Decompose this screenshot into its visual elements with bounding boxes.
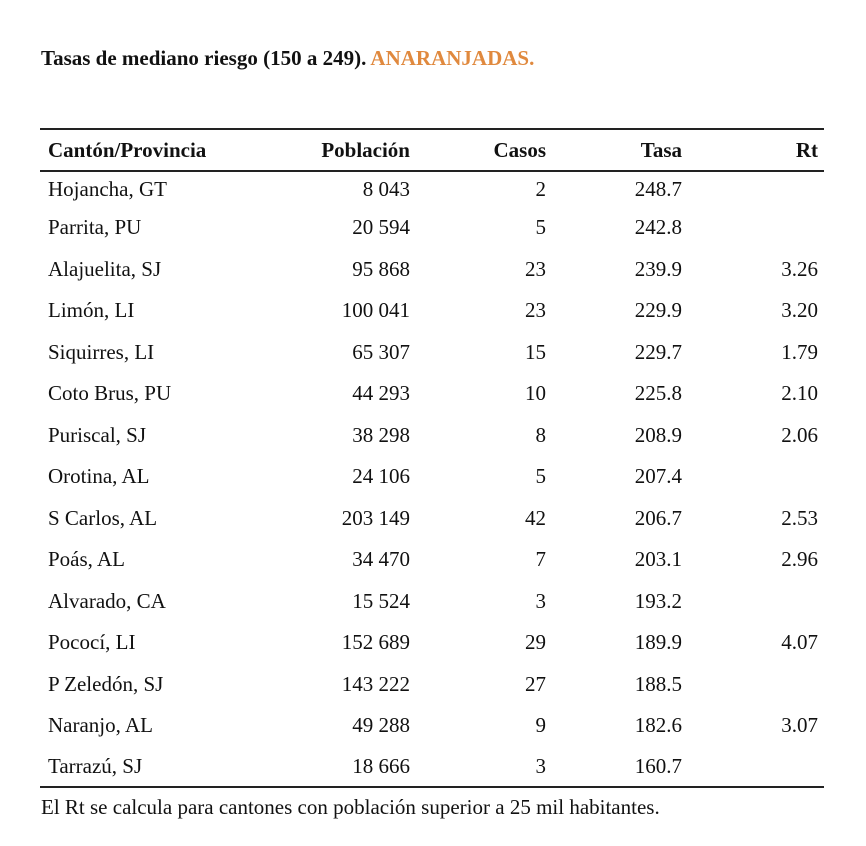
cell-casos: 5	[535, 464, 546, 489]
cell-canton: Alajuelita, SJ	[48, 256, 162, 281]
cell-casos: 15	[525, 339, 546, 364]
risk-table	[40, 128, 824, 788]
cell-canton: P Zeledón, SJ	[48, 671, 164, 696]
cell-poblacion: 8 043	[362, 177, 410, 201]
table-header-row	[40, 129, 824, 171]
cell-rt: 2.53	[781, 505, 818, 530]
table-row	[40, 290, 824, 332]
cell-poblacion: 65 307	[352, 339, 410, 364]
cell-canton: Limón, LI	[48, 298, 135, 323]
cell-tasa: 193.2	[634, 588, 682, 613]
cell-casos: 3	[535, 753, 546, 778]
cell-tasa: 207.4	[634, 464, 682, 489]
cell-canton: Pococí, LI	[48, 630, 136, 655]
title-main: Tasas de mediano riesgo (150 a 249).	[41, 46, 367, 70]
cell-casos: 10	[525, 381, 546, 406]
cell-tasa: 203.1	[634, 547, 682, 572]
header-canton: Cantón/Provincia	[48, 137, 207, 162]
cell-canton: Puriscal, SJ	[48, 422, 147, 447]
cell-rt	[682, 456, 824, 498]
cell-casos: 3	[535, 588, 546, 613]
cell-poblacion: 34 470	[352, 547, 410, 572]
risk-table-container	[40, 128, 824, 788]
cell-tasa: 189.9	[634, 630, 682, 655]
header-tasa: Tasa	[640, 137, 682, 162]
cell-canton: Coto Brus, PU	[48, 381, 172, 406]
cell-rt: 2.96	[781, 547, 818, 572]
cell-casos: 27	[525, 671, 546, 696]
table-row	[40, 207, 824, 249]
cell-casos: 23	[525, 256, 546, 281]
cell-poblacion: 44 293	[352, 381, 410, 406]
cell-rt	[682, 207, 824, 249]
cell-canton: Alvarado, CA	[48, 588, 166, 613]
cell-canton: Tarrazú, SJ	[48, 753, 143, 778]
cell-rt: 2.10	[781, 381, 818, 406]
cell-rt: 2.06	[781, 422, 818, 447]
cell-tasa: 239.9	[634, 256, 682, 281]
cell-tasa: 225.8	[634, 381, 682, 406]
table-row	[40, 705, 824, 747]
cell-casos: 2	[535, 177, 546, 201]
cell-tasa: 188.5	[634, 671, 682, 696]
table-body	[40, 171, 824, 787]
cell-tasa: 160.7	[634, 753, 682, 778]
table-row	[40, 456, 824, 498]
title-accent: ANARANJADAS.	[370, 46, 535, 70]
table-row	[40, 664, 824, 706]
table-row	[40, 373, 824, 415]
cell-rt	[682, 747, 824, 787]
table-row	[40, 171, 824, 207]
cell-canton: S Carlos, AL	[48, 505, 158, 530]
cell-rt: 1.79	[781, 339, 818, 364]
cell-rt: 3.26	[781, 256, 818, 281]
table-row	[40, 249, 824, 291]
table-row	[40, 622, 824, 664]
cell-poblacion: 49 288	[352, 713, 410, 738]
cell-poblacion: 203 149	[341, 505, 410, 530]
table-row	[40, 332, 824, 374]
cell-casos: 5	[535, 215, 546, 240]
cell-rt: 4.07	[781, 630, 818, 655]
cell-poblacion: 100 041	[341, 298, 410, 323]
cell-casos: 29	[525, 630, 546, 655]
table-row	[40, 581, 824, 623]
cell-canton: Poás, AL	[48, 547, 126, 572]
cell-canton: Orotina, AL	[48, 464, 150, 489]
cell-poblacion: 24 106	[352, 464, 410, 489]
cell-rt	[682, 171, 824, 207]
cell-rt: 3.07	[781, 713, 818, 738]
cell-poblacion: 95 868	[352, 256, 410, 281]
cell-tasa: 229.7	[634, 339, 682, 364]
cell-casos: 9	[535, 713, 546, 738]
page-title	[41, 46, 534, 71]
cell-casos: 8	[535, 422, 546, 447]
cell-tasa: 206.7	[634, 505, 682, 530]
table-row	[40, 539, 824, 581]
cell-canton: Siquirres, LI	[48, 339, 155, 364]
cell-tasa: 242.8	[634, 215, 682, 240]
header-poblacion: Población	[321, 137, 410, 162]
cell-tasa: 229.9	[634, 298, 682, 323]
cell-casos: 7	[535, 547, 546, 572]
cell-poblacion: 15 524	[352, 588, 410, 613]
cell-canton: Naranjo, AL	[48, 713, 153, 738]
cell-rt	[682, 664, 824, 706]
cell-poblacion: 38 298	[352, 422, 410, 447]
cell-casos: 42	[525, 505, 546, 530]
cell-poblacion: 18 666	[352, 753, 410, 778]
cell-casos: 23	[525, 298, 546, 323]
cell-canton: Hojancha, GT	[48, 177, 167, 201]
cell-tasa: 208.9	[634, 422, 682, 447]
cell-rt: 3.20	[781, 298, 818, 323]
cell-tasa: 248.7	[634, 177, 682, 201]
cell-canton: Parrita, PU	[48, 215, 142, 240]
cell-rt	[682, 581, 824, 623]
table-row	[40, 415, 824, 457]
footnote: El Rt se calcula para cantones con población superior a 25 mil habitantes.	[41, 795, 660, 819]
header-rt: Rt	[795, 137, 818, 162]
table-row	[40, 498, 824, 540]
cell-poblacion: 152 689	[341, 630, 410, 655]
cell-tasa: 182.6	[634, 713, 682, 738]
cell-poblacion: 143 222	[341, 671, 410, 696]
table-row	[40, 747, 824, 787]
cell-poblacion: 20 594	[352, 215, 410, 240]
header-casos: Casos	[493, 137, 546, 162]
